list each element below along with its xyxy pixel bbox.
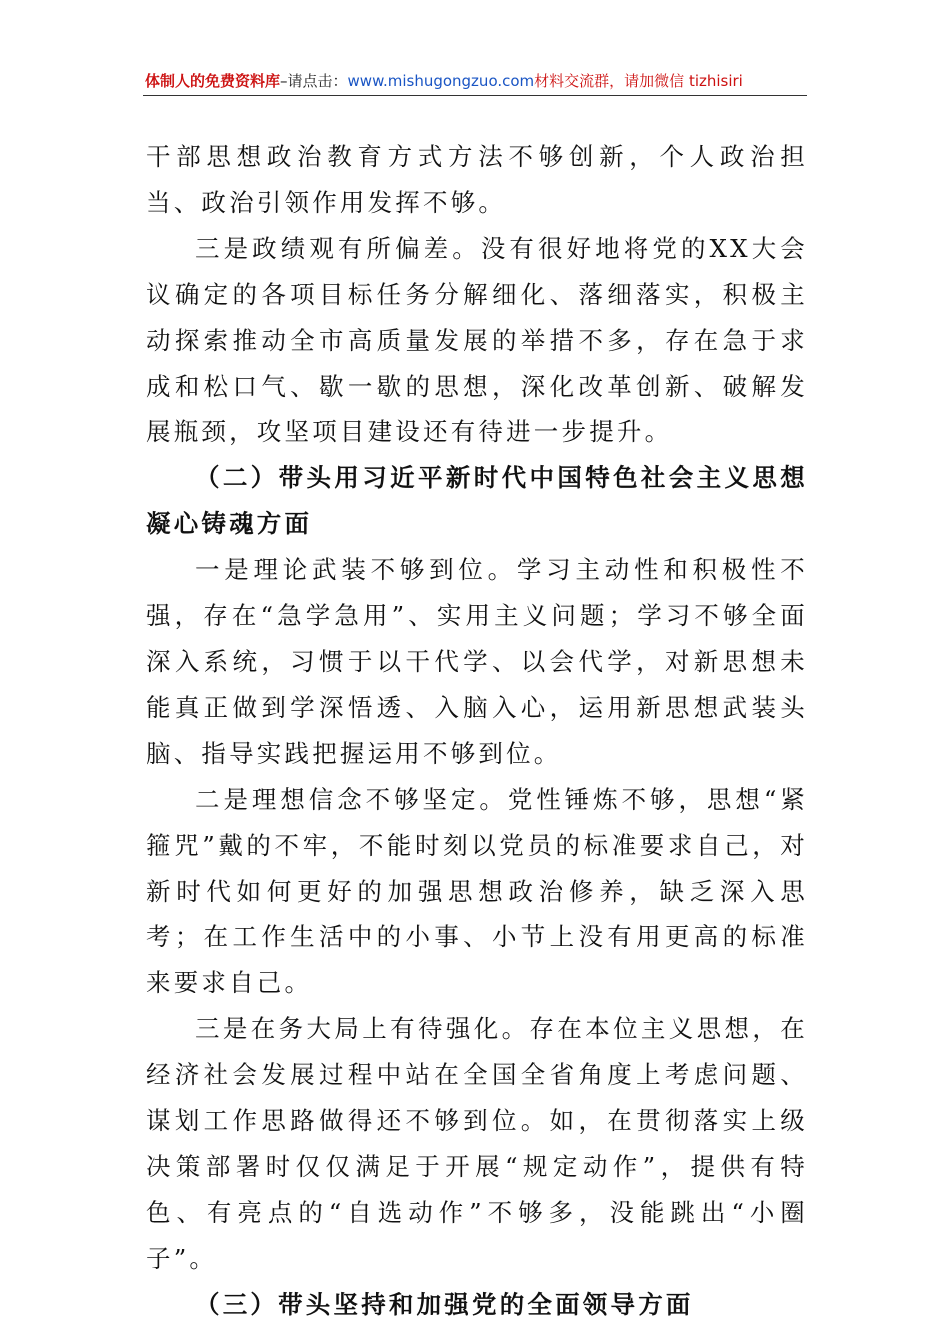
header-contact: 材料交流群，请加微信 tizhisiri bbox=[534, 72, 743, 90]
header-separator: –请点击： bbox=[280, 72, 348, 90]
page-header bbox=[145, 68, 807, 94]
document-body bbox=[146, 134, 808, 1328]
section-heading-3: （三）带头坚持和加强党的全面领导方面 bbox=[195, 1289, 694, 1319]
header-divider bbox=[143, 95, 807, 96]
paragraph-overall-situation: 三是在务大局上有待强化。存在本位主义思想，在经济社会发展过程中站在全国全省角度上考虑问题、谋划工作思路做得还不够到位。如，在贯彻落实上级决策部署时仅仅满足于开展“规定动作”，提供有特色、有亮点的“自选动作”不够多，没能跳出“小圈子”。 bbox=[146, 1014, 808, 1273]
paragraph-continued: 干部思想政治教育方式方法不够创新，个人政治担当、政治引领作用发挥不够。 bbox=[146, 142, 808, 217]
paragraph-theory: 一是理论武装不够到位。学习主动性和积极性不强，存在“急学急用”、实用主义问题；学习不够全面深入系统，习惯于以干代学、以会代学，对新思想未能真正做到学深悟透、入脑入心，运用新思想武装头脑、指导实践把握运用不够到位。 bbox=[146, 555, 808, 768]
header-brand: 体制人的免费资料库 bbox=[145, 72, 281, 90]
paragraph-ideals: 二是理想信念不够坚定。党性锤炼不够，思想“紧箍咒”戴的不牢，不能时刻以党员的标准要求自己，对新时代如何更好的加强思想政治修养，缺乏深入思考；在工作生活中的小事、小节上没有用更高的标准来要求自己。 bbox=[146, 784, 808, 998]
paragraph-performance-view: 三是政绩观有所偏差。没有很好地将党的XX大会议确定的各项目标任务分解细化、落细落实，积极主动探索推动全市高质量发展的举措不多，存在急于求成和松口气、歇一歇的思想，深化改革创新、破解发展瓶颈，攻坚项目建设还有待进一步提升。 bbox=[146, 233, 808, 447]
header-url-link[interactable]: www.mishugongzuo.com bbox=[347, 72, 535, 90]
section-heading-2: （二）带头用习近平新时代中国特色社会主义思想凝心铸魂方面 bbox=[146, 463, 808, 539]
